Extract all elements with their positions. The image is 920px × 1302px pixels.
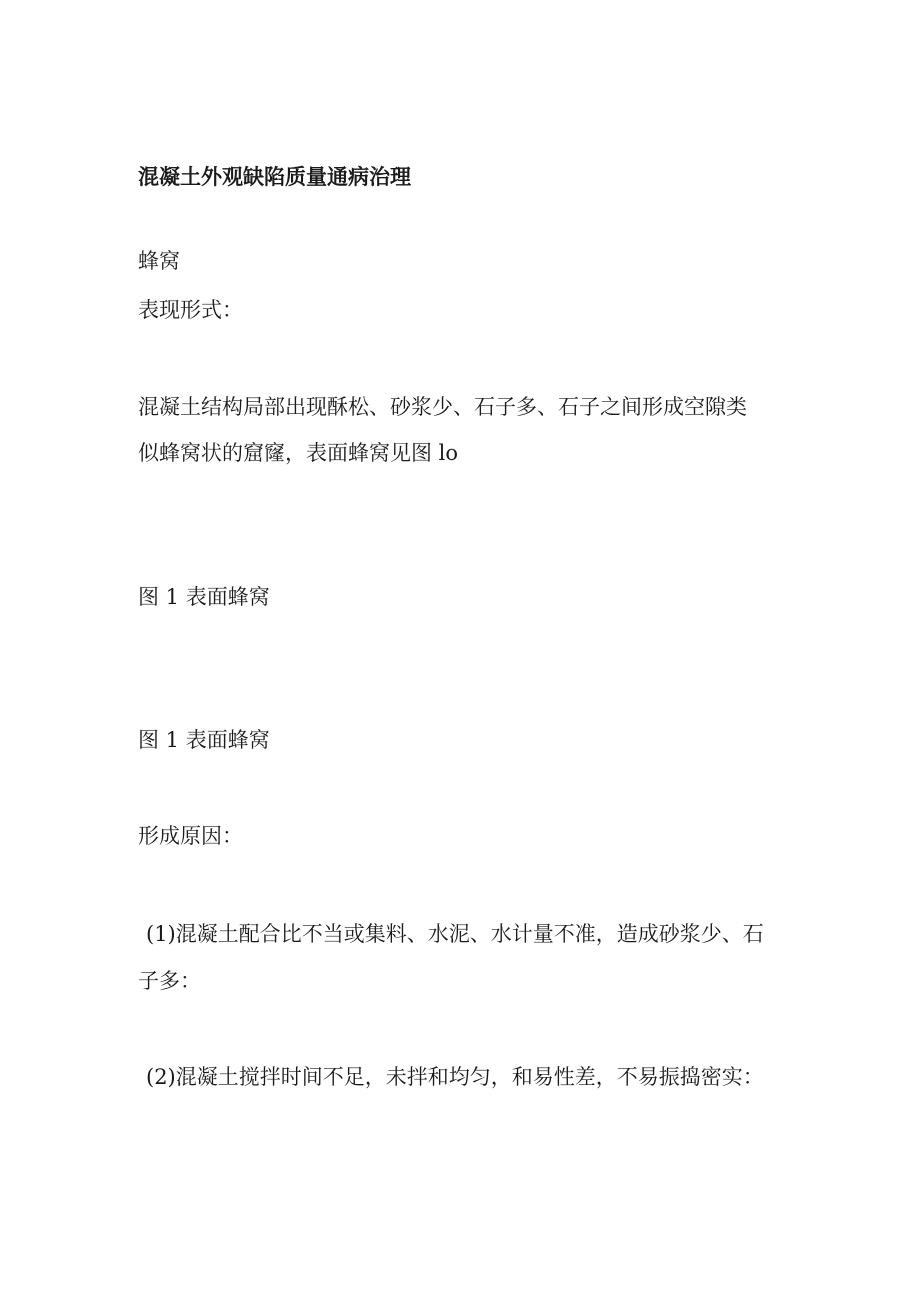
document-title: 混凝土外观缺陷质量通病治理 xyxy=(138,164,411,189)
description-line-1: 混凝土结构局部出现酥松、砂浆少、石子多、石子之间形成空隙类 xyxy=(138,395,747,419)
cause-2-line-1: (2)混凝土搅拌时间不足，未拌和均匀，和易性差，不易振捣密实： xyxy=(146,1065,764,1089)
figure-caption-repeat: 图 1 表面蜂窝 xyxy=(138,728,270,752)
cause-label: 形成原因： xyxy=(138,824,243,848)
figure-caption: 图 1 表面蜂窝 xyxy=(138,585,270,609)
form-label: 表现形式： xyxy=(138,298,243,322)
section-heading: 蜂窝 xyxy=(138,249,180,273)
cause-1-line-1: (1)混凝土配合比不当或集料、水泥、水计量不准，造成砂浆少、石 xyxy=(146,922,764,946)
description-line-2: 似蜂窝状的窟窿，表面蜂窝见图 lo xyxy=(138,441,459,465)
cause-1-line-2: 子多： xyxy=(138,969,201,993)
